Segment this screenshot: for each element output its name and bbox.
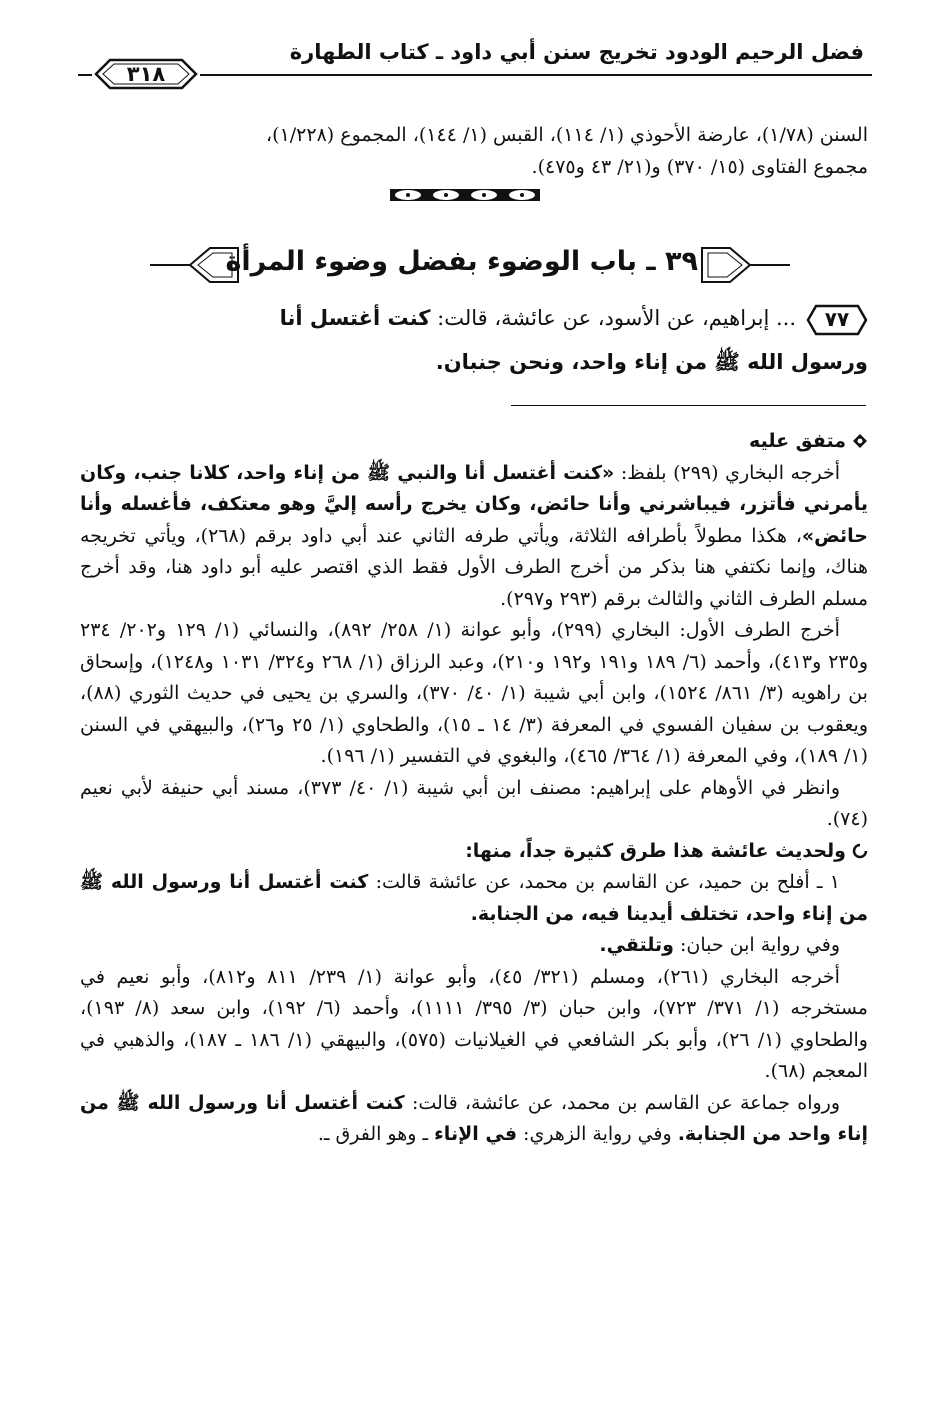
p8-variant: في الإناء xyxy=(434,1123,518,1145)
takhrij-paragraph-8 xyxy=(80,1088,868,1151)
tariq-1 xyxy=(80,867,868,930)
intro-line-2: مجموع الفتاوى (١٥/ ٣٧٠) و(٢١/ ٤٣ و٤٧٥). xyxy=(531,155,868,178)
intro-paragraph xyxy=(80,120,868,183)
takhrij-paragraph-7: أخرجه البخاري (٢٦١)، ومسلم (٣٢١/ ٤٥)، وأبو عوانة (١/ ٢٣٩/ ٨١١ و٨١٢)، وأبو نعيم في مستخرجه (١/ ٣٧١/ ٧٢٣)، وابن حبان (٣/ ٣٩٥/ ١١١١)، وأحمد (٦/ ١٩٢)، وابن سعد (٨/ ١٩٣)، والطحاوي (١/ ٢٦)، وأبو بكر الشافعي في الغيلانيات (٥٧٥)، والبيهقي (١/ ١٨٦ ـ ١٨٧)، والذهبي في المعجم (٦٨). xyxy=(80,965,868,1082)
turuq-heading xyxy=(80,836,868,868)
chapter-title: ٣٩ ـ باب الوضوء بفضل وضوء المرأة xyxy=(225,246,698,277)
p8-isnad: ورواه جماعة عن القاسم بن محمد، عن عائشة، قالت: xyxy=(404,1091,841,1114)
takhrij-section xyxy=(80,426,868,1151)
p1-intro: أخرجه البخاري (٢٩٩) بلفظ: xyxy=(614,461,840,484)
p1-quote: «كنت أغتسل أنا والنبي ﷺ من إناء واحد، كلانا جنب، وكان يأمرني فأتزر، فيباشرني وأنا حائض، وكان يخرج رأسه إليَّ وهو معتكف، فأغسله وأنا حائض» xyxy=(80,461,868,547)
takhrij-paragraph-3: وانظر في الأوهام على إبراهيم: مصنف ابن أبي شيبة (١/ ٤٠/ ٣٧٣)، مسند أبي حنيفة لأبي نعيم (٧٤). xyxy=(80,776,868,830)
p8-zuhri: وفي رواية الزهري: xyxy=(517,1123,678,1145)
bullet-ornament-icon xyxy=(852,843,868,859)
turuq-heading-text: ولحديث عائشة هذا طرق كثيرة جداً، منها: xyxy=(465,839,846,862)
bullet-ornament-icon xyxy=(852,433,868,449)
hadith-text xyxy=(80,296,868,384)
intro-line-1: السنن (١/٧٨)، عارضة الأحوذي (١/ ١١٤)، القبس (١/ ١٤٤)، المجموع (١/٢٢٨)، xyxy=(266,124,868,146)
hadith-number: ٧٧ xyxy=(824,306,850,331)
takhrij-heading xyxy=(80,426,868,458)
page-number-frame xyxy=(92,56,200,92)
takhrij-paragraph-2: أخرج الطرف الأول: البخاري (٢٩٩)، وأبو عوانة (١/ ٢٥٨/ ٨٩٢)، والنسائي (١/ ١٢٩ و٢٠٢/ ٢٣٤ و٢٣٥ و٤١٣)، وأحمد (٦/ ١٨٩ و١٩١ و١٩٢ و٢١٠)، وعبد الرزاق (١/ ٢٦٨ و٣٢٤/ ١٠٣١ و١٢٤٨)، وإسحاق بن راهويه (٣/ ٨٦١/ ١٥٢٤)، وابن أبي شيبة (١/ ٤٠/ ٣٧٠)، والسري بن يحيى في حديث الثوري (٨٨)، ويعقوب بن سفيان الفسوي في المعرفة (٣/ ١٤ ـ ١٥)، والطحاوي (١/ ٢٥ و٢٦)، والبيهقي في السنن (١/ ١٨٩)، وفي المعرفة (١/ ٣٦٤/ ٤٦٥)، والبغوي في التفسير (١/ ١٩٦). xyxy=(80,619,869,767)
running-header xyxy=(78,40,872,100)
p8-matn: كنت أغتسل أنا ورسول الله ﷺ من إناء واحد من الجنابة. xyxy=(80,1091,868,1145)
takhrij-heading-text: متفق عليه xyxy=(749,430,846,452)
header-title: فضل الرحيم الودود تخريج سنن أبي داود ـ كتاب الطهارة xyxy=(289,40,864,64)
takhrij-paragraph-1 xyxy=(80,458,868,616)
p8-end: ـ وهو الفرق ـ. xyxy=(317,1123,435,1145)
footnote-divider xyxy=(511,405,866,406)
hadith-matn-part-1: كنت أغتسل أنا xyxy=(279,306,431,330)
variant-word: وتلتقي. xyxy=(599,934,674,956)
p1-rest: ، هكذا مطولاً بأطرافه الثلاثة، ويأتي طرفه الثاني عند أبي داود برقم (٢٦٨)، ويأتي تخريجه هناك، وإنما نكتفي هنا بذكر من أخرج الطرف الأول فقط الذي اقتصر عليه أبو داود هنا، وقد أخرج مسلم الطرف الثاني والثالث برقم (٢٩٣ و٢٩٧). xyxy=(80,524,868,610)
chapter-heading xyxy=(150,236,790,294)
tariq-1-isnad: ١ ـ أفلح بن حميد، عن القاسم بن محمد، عن عائشة قالت: xyxy=(368,871,840,893)
page-number: ٣١٨ xyxy=(126,62,166,86)
ibn-hibban-variant xyxy=(80,930,868,962)
hadith-isnad: ... إبراهيم، عن الأسود، عن عائشة، قالت: xyxy=(430,306,796,330)
variant-intro: وفي رواية ابن حبان: xyxy=(673,934,840,956)
tariq-1-matn: كنت أغتسل أنا ورسول الله ﷺ من إناء واحد، تختلف أيدينا فيه، من الجنابة. xyxy=(80,871,868,925)
section-separator-icon xyxy=(390,186,540,204)
hadith-number-badge xyxy=(806,302,868,338)
hadith-matn-part-2: ورسول الله ﷺ من إناء واحد، ونحن جنبان. xyxy=(435,350,868,374)
